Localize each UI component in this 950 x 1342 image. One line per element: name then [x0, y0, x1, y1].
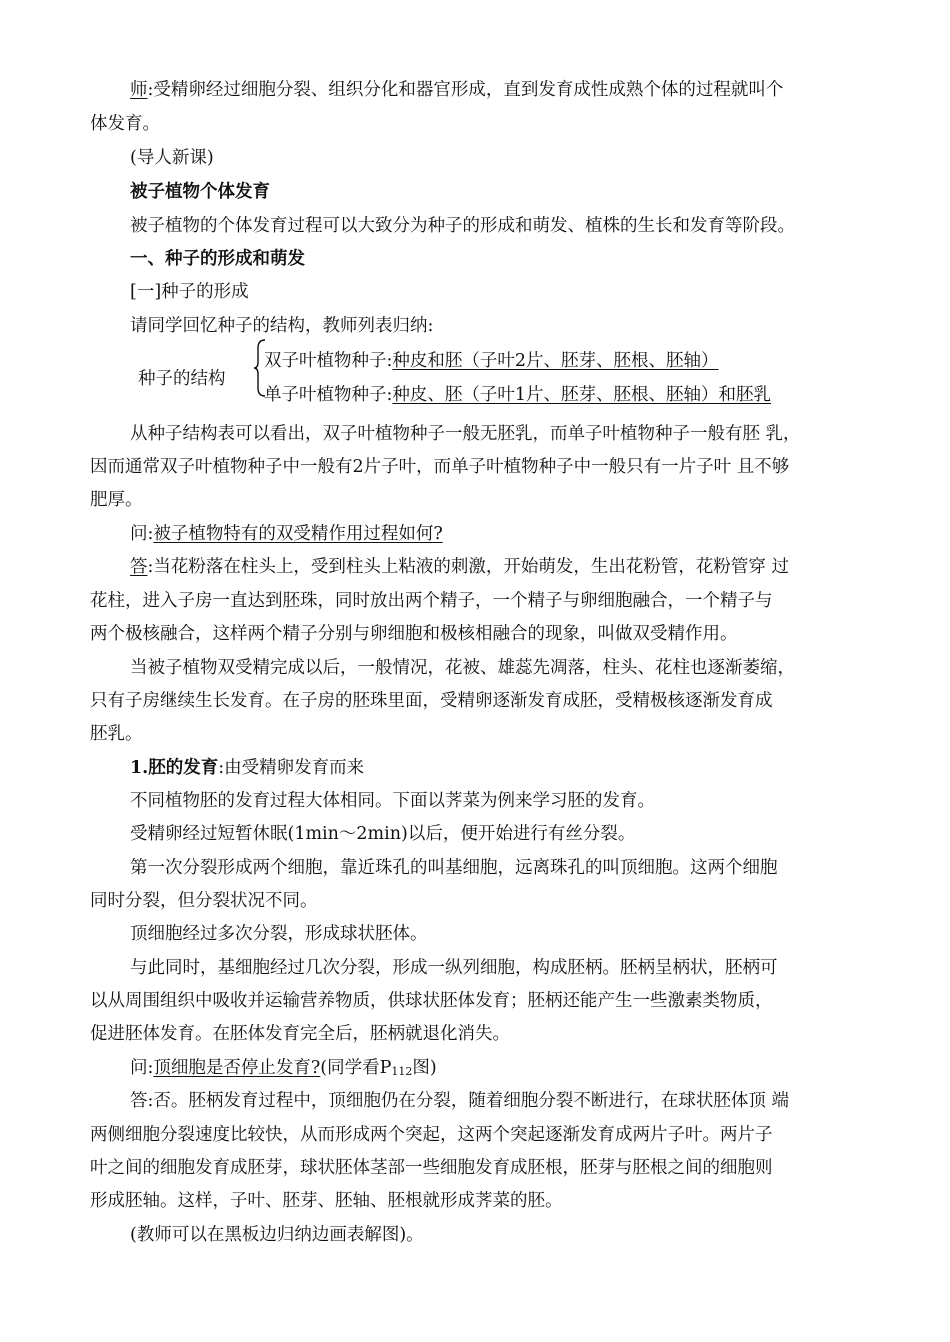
body-line: 因而通常双子叶植物种子中一般有2片子叶，而单子叶植物种子中一般只有一片子叶 且不够	[90, 457, 790, 477]
instruction-text: 请同学回忆种子的结构，教师列表归纳:	[130, 316, 434, 336]
question-ref: (同学看P	[320, 1058, 392, 1078]
question-text: 被子植物特有的双受精作用过程如何?	[153, 524, 443, 544]
body-line: 从种子结构表可以看出，双子叶植物种子一般无胚乳，而单子叶植物种子一般有胚 乳，	[130, 424, 801, 444]
topic-heading: [一]种子的形成	[130, 282, 249, 302]
teacher-label: 师	[130, 80, 148, 100]
body-line: 叶之间的细胞发育成胚芽，球状胚体茎部一些细胞发育成胚根，胚芽与胚根之间的细胞则	[90, 1158, 773, 1178]
intro-paragraph: 被子植物的个体发育过程可以大致分为种子的形成和萌发、植株的生长和发育等阶段。	[130, 216, 795, 236]
question-1	[90, 518, 870, 552]
body-line: 以从周围组织中吸收并运输营养物质，供球状胚体发育；胚柄还能产生一些激素类物质，	[90, 991, 773, 1011]
heading-bold: 1.胚的发育	[130, 758, 219, 778]
body-line: (教师可以在黑板边归纳边画表解图)。	[130, 1225, 424, 1245]
question-label: 问:	[130, 524, 154, 544]
answer-text: :当花粉落在柱头上，受到柱头上粘液的刺激，开始萌发，生出花粉管，花粉管穿 过	[147, 557, 789, 577]
section-heading: 被子植物个体发育	[130, 182, 270, 202]
question-2	[90, 1052, 870, 1089]
paragraph-continuation: 体发育。	[90, 114, 160, 134]
paragraph-teacher-line	[90, 74, 870, 108]
body-line: 答:否。胚柄发育过程中，顶细胞仍在分裂，随着细胞分裂不断进行，在球状胚体顶 端	[130, 1091, 789, 1111]
row-value: 种皮和胚（子叶2片、胚芽、胚根、胚轴）	[392, 351, 719, 371]
body-line: 受精卵经过短暂休眠(1min～2min)以后，便开始进行有丝分裂。	[130, 824, 636, 844]
body-line: 肥厚。	[90, 490, 143, 510]
body-line: 促进胚体发育。在胚体发育完全后，胚柄就退化消失。	[90, 1024, 510, 1044]
row-value: 种皮、胚（子叶1片、胚芽、胚根、胚轴）和胚乳	[392, 385, 772, 405]
seed-structure-label: 种子的结构	[138, 369, 226, 389]
body-line: 只有子房继续生长发育。在子房的胚珠里面，受精卵逐渐发育成胚，受精极核逐渐发育成	[90, 691, 773, 711]
row-label: 双子叶植物种子:	[264, 351, 393, 371]
text: :受精卵经过细胞分裂、组织分化和器官形成，直到发育成性成熟个体的过程就叫个	[147, 80, 784, 100]
body-line: 同时分裂，但分裂状况不同。	[90, 891, 318, 911]
body-line: 与此同时，基细胞经过几次分裂，形成一纵列细胞，构成胚柄。胚柄呈柄状，胚柄可	[130, 958, 778, 978]
body-line: 不同植物胚的发育过程大体相同。下面以荠菜为例来学习胚的发育。	[130, 791, 655, 811]
body-line: 两侧细胞分裂速度比较快，从而形成两个突起，这两个突起逐渐发育成两片子叶。两片子	[90, 1125, 773, 1145]
heading-rest: :由受精卵发育而来	[218, 758, 365, 778]
body-line: 胚乳。	[90, 724, 143, 744]
body-line: 花柱，进入子房一直达到胚珠，同时放出两个精子，一个精子与卵细胞融合，一个精子与	[90, 591, 773, 611]
subsection-heading: 一、种子的形成和萌发	[130, 249, 305, 269]
question-label: 问:	[130, 1058, 154, 1078]
answer-1-line	[90, 551, 870, 585]
body-line: 第一次分裂形成两个细胞，靠近珠孔的叫基细胞，远离珠孔的叫顶细胞。这两个细胞	[130, 858, 778, 878]
lead-in-note: (导人新课)	[130, 148, 214, 168]
body-line: 当被子植物双受精完成以后，一般情况，花被、雄蕊先凋落，柱头、花柱也逐渐萎缩，	[130, 658, 795, 678]
seed-row-monocot	[264, 380, 771, 410]
answer-label: 答	[130, 557, 148, 577]
body-line: 顶细胞经过多次分裂，形成球状胚体。	[130, 924, 428, 944]
embryo-heading	[90, 752, 870, 786]
body-line: 形成胚轴。这样，子叶、胚芽、胚轴、胚根就形成荠菜的胚。	[90, 1191, 563, 1211]
seed-row-dicot	[264, 346, 719, 376]
row-label: 单子叶植物种子:	[264, 385, 393, 405]
body-line: 两个极核融合，这样两个精子分别与卵细胞和极核相融合的现象，叫做双受精作用。	[90, 624, 738, 644]
question-text: 顶细胞是否停止发育?	[153, 1058, 321, 1078]
page-subscript: 112	[391, 1065, 413, 1078]
question-ref-end: 图)	[412, 1058, 437, 1078]
